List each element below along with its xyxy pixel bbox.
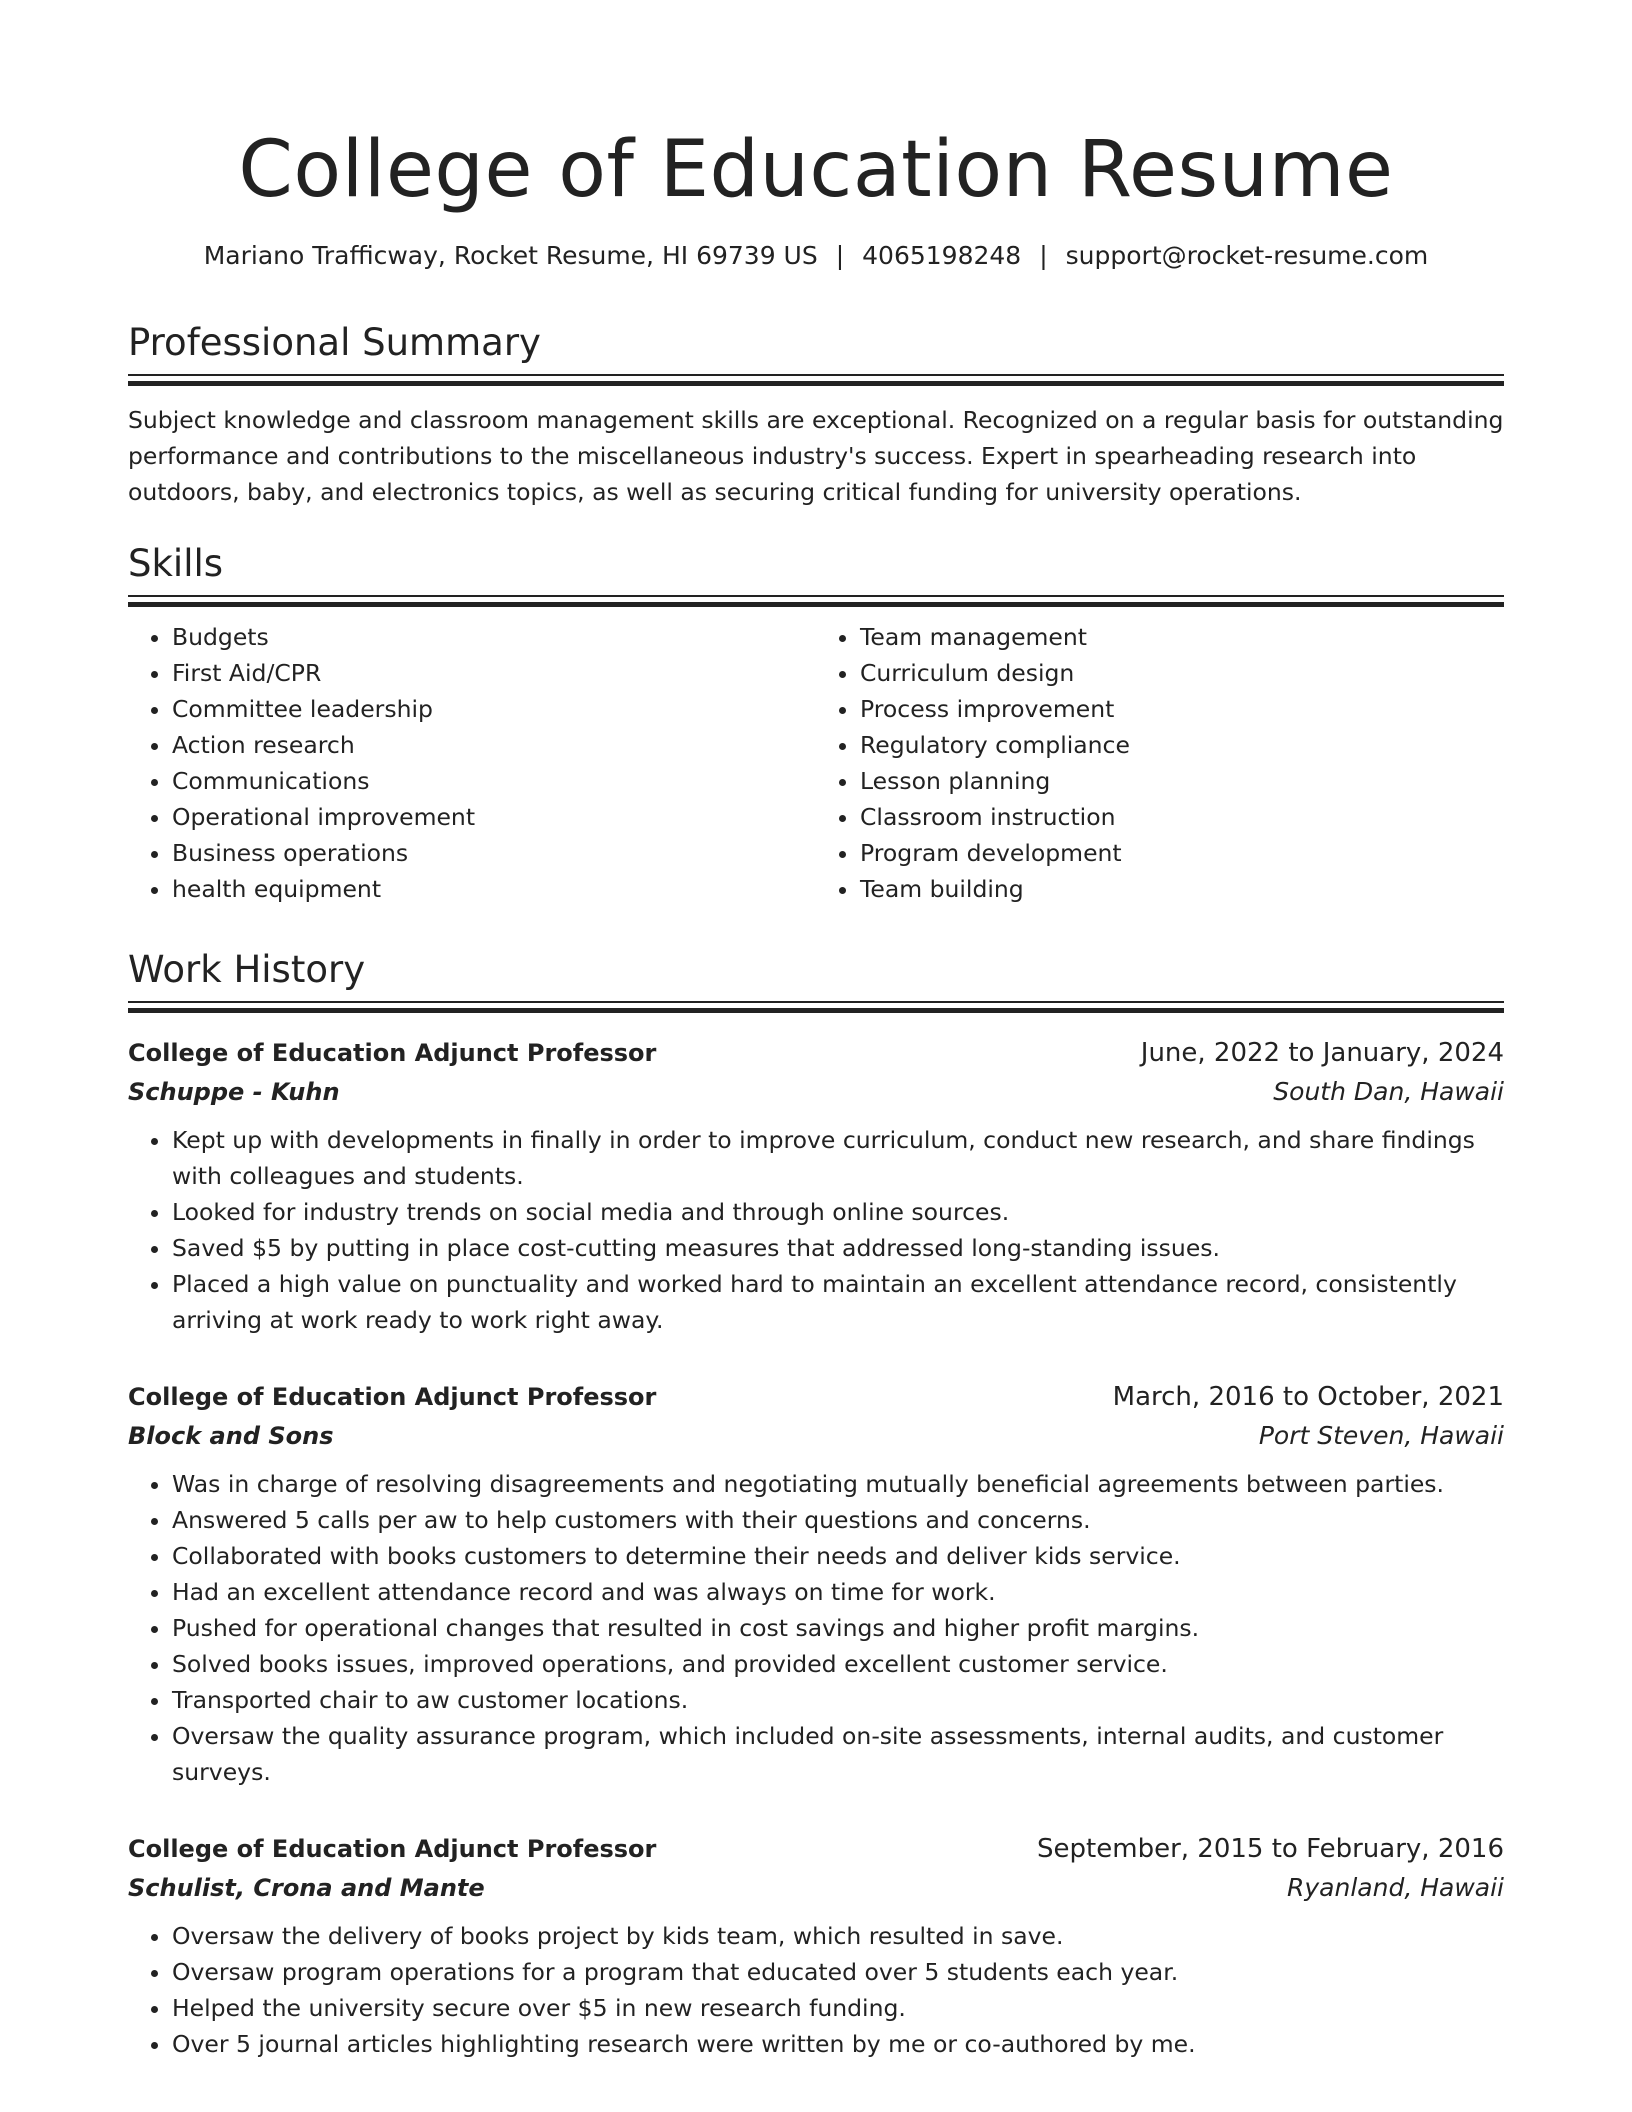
list-item: • Action research	[172, 727, 816, 763]
list-item: • Budgets	[172, 619, 816, 655]
list-item: • Curriculum design	[860, 655, 1504, 691]
skills-columns	[128, 619, 1504, 907]
list-item: • health equipment	[172, 871, 816, 907]
job-location: South Dan, Hawaii	[1273, 1077, 1504, 1106]
job-location: Ryanland, Hawaii	[1287, 1873, 1504, 1902]
contact-email: support@rocket-resume.com	[1065, 241, 1429, 270]
list-item: • Committee leadership	[172, 691, 816, 727]
list-item: • Over 5 journal articles highlighting research were written by me or co-authored by me.	[172, 2026, 1504, 2062]
list-item: • Kept up with developments in finally in order to improve curriculum, conduct new research, and share findings with colleagues and students.	[172, 1122, 1504, 1194]
section-divider	[128, 1001, 1504, 1013]
job-location: Port Steven, Hawaii	[1258, 1421, 1504, 1450]
job-bullets	[128, 1466, 1504, 1790]
list-item: • Helped the university secure over $5 in new research funding.	[172, 1990, 1504, 2026]
summary-heading: Professional Summary	[128, 321, 541, 364]
list-item: • Placed a high value on punctuality and worked hard to maintain an excellent attendance record, consistently arriving at work ready to work right away.	[172, 1266, 1504, 1338]
list-item: • Oversaw program operations for a program that educated over 5 students each year.	[172, 1954, 1504, 1990]
job-entry	[128, 1378, 1504, 1790]
section-divider	[128, 374, 1504, 386]
contact-separator: |	[835, 241, 845, 270]
list-item: • Had an excellent attendance record and was always on time for work.	[172, 1574, 1504, 1610]
list-item: • Transported chair to aw customer locations.	[172, 1682, 1504, 1718]
work-heading: Work History	[128, 948, 366, 991]
list-item: • Oversaw the delivery of books project by kids team, which resulted in save.	[172, 1918, 1504, 1954]
list-item: • Team management	[860, 619, 1504, 655]
job-bullets	[128, 1122, 1504, 1338]
job-dates: March, 2016 to October, 2021	[1112, 1382, 1504, 1412]
job-company: Schulist, Crona and Mante	[128, 1874, 485, 1902]
list-item: • Communications	[172, 763, 816, 799]
job-entry	[128, 1034, 1504, 1338]
job-dates: June, 2022 to January, 2024	[1140, 1038, 1504, 1068]
contact-address: Mariano Trafficway, Rocket Resume, HI 69739 US	[203, 241, 818, 270]
list-item: • First Aid/CPR	[172, 655, 816, 691]
list-item: • Saved $5 by putting in place cost-cutting measures that addressed long-standing issues.	[172, 1230, 1504, 1266]
list-item: • Pushed for operational changes that resulted in cost savings and higher profit margins.	[172, 1610, 1504, 1646]
contact-line	[0, 238, 1632, 274]
skills-section	[128, 539, 1504, 907]
job-title: College of Education Adjunct Professor	[128, 1835, 657, 1863]
list-item: • Was in charge of resolving disagreements and negotiating mutually beneficial agreements between parties.	[172, 1466, 1504, 1502]
list-item: • Process improvement	[860, 691, 1504, 727]
list-item: • Answered 5 calls per aw to help customers with their questions and concerns.	[172, 1502, 1504, 1538]
work-section	[128, 945, 1504, 1013]
job-title: College of Education Adjunct Professor	[128, 1039, 657, 1067]
resume-title: College of Education Resume	[238, 125, 1394, 215]
contact-phone: 4065198248	[862, 241, 1022, 270]
section-divider	[128, 595, 1504, 607]
list-item: • Lesson planning	[860, 763, 1504, 799]
job-company: Schuppe - Kuhn	[128, 1078, 340, 1106]
skills-list-right	[816, 619, 1504, 907]
job-bullets	[128, 1918, 1504, 2062]
list-item: • Looked for industry trends on social media and through online sources.	[172, 1194, 1504, 1230]
list-item: • Oversaw the quality assurance program, which included on-site assessments, internal audits, and customer surveys.	[172, 1718, 1504, 1790]
job-dates: September, 2015 to February, 2016	[1037, 1834, 1504, 1864]
job-title: College of Education Adjunct Professor	[128, 1383, 657, 1411]
summary-text: Subject knowledge and classroom management skills are exceptional. Recognized on a regular basis for outstanding performance and contributions to the miscellaneous industry's success. Expert in spearheading research into outdoors, baby, and electronics topics, as well as securing critical funding for university operations.	[128, 406, 1504, 506]
list-item: • Program development	[860, 835, 1504, 871]
list-item: • Operational improvement	[172, 799, 816, 835]
contact-separator: |	[1039, 241, 1048, 270]
skills-list-left	[128, 619, 816, 907]
skills-heading: Skills	[128, 542, 224, 585]
summary-section	[128, 318, 1504, 510]
list-item: • Solved books issues, improved operations, and provided excellent customer service.	[172, 1646, 1504, 1682]
list-item: • Business operations	[172, 835, 816, 871]
job-company: Block and Sons	[128, 1422, 334, 1450]
list-item: • Classroom instruction	[860, 799, 1504, 835]
list-item: • Regulatory compliance	[860, 727, 1504, 763]
list-item: • Collaborated with books customers to determine their needs and deliver kids service.	[172, 1538, 1504, 1574]
job-entry	[128, 1830, 1504, 2062]
list-item: • Team building	[860, 871, 1504, 907]
